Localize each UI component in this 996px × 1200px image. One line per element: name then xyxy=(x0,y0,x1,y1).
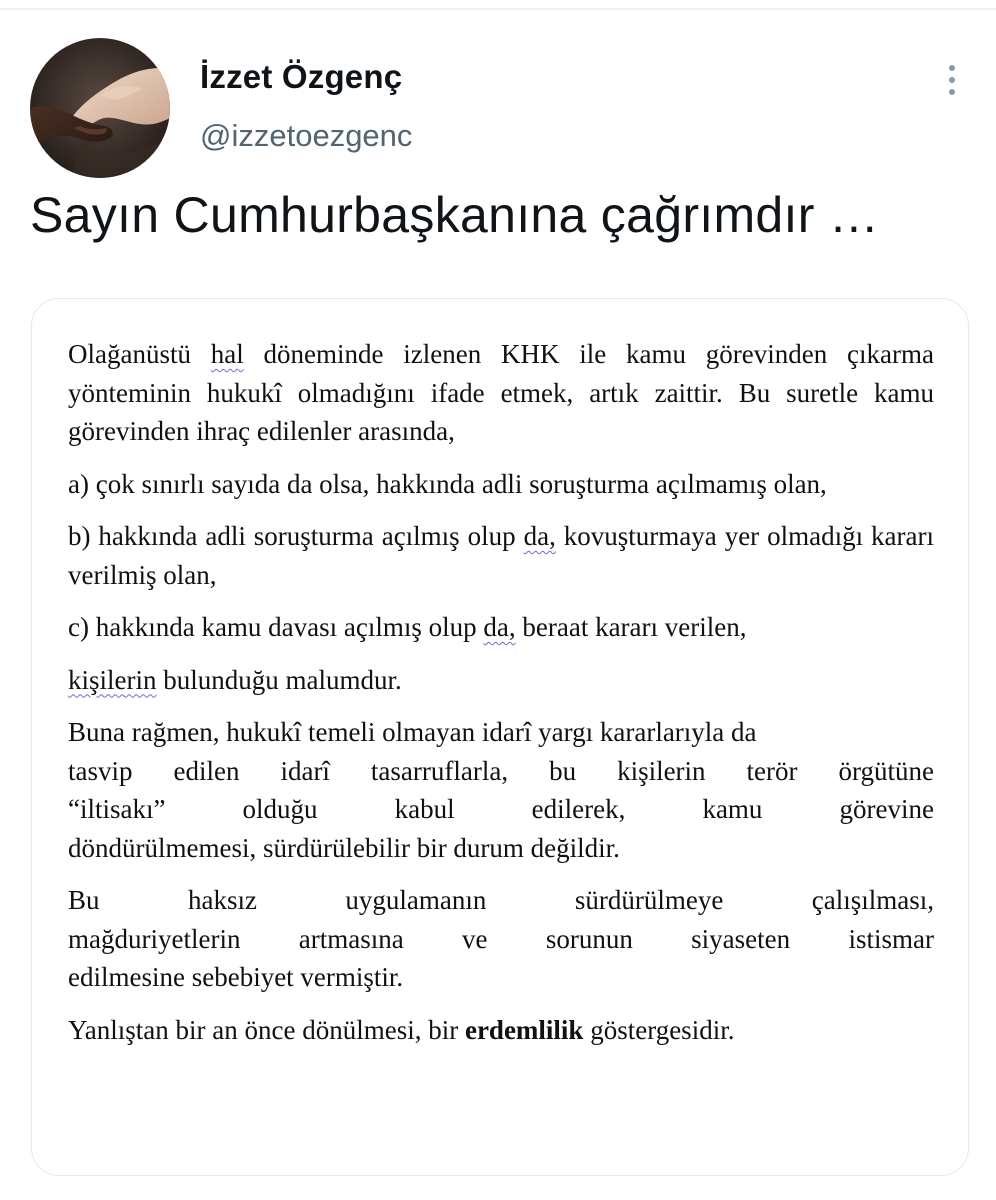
doc-word: örgütüne xyxy=(838,755,934,786)
tweet-text: Sayın Cumhurbaşkanına çağrımdır … xyxy=(30,187,880,243)
doc-text: Buna rağmen, hukukî temeli olmayan idarî yargı kararlarıyla da xyxy=(68,717,757,747)
doc-word: haksız xyxy=(187,885,257,915)
top-divider xyxy=(0,8,996,10)
doc-line xyxy=(68,790,934,829)
doc-text: edilmesine sebebiyet vermiştir. xyxy=(68,962,404,992)
doc-line xyxy=(68,920,934,959)
doc-text: kovuşturmaya yer olmadığı kararı verilmiş olan, xyxy=(68,521,934,590)
doc-word: ve xyxy=(462,923,488,954)
doc-word: kamu xyxy=(702,794,763,824)
doc-word: artmasına xyxy=(298,923,404,954)
more-vertical-icon xyxy=(949,65,955,71)
doc-word: olduğu xyxy=(242,794,318,824)
spellcheck-word: kişilerin xyxy=(68,664,157,695)
doc-text: bulunduğu malumdur. xyxy=(156,664,402,695)
doc-word: kişilerin xyxy=(617,755,706,786)
doc-word: tasarruflarla, xyxy=(370,755,509,786)
author-display-name[interactable]: İzzet Özgenç xyxy=(200,58,403,95)
doc-text: Yanlıştan bir an önce dönülmesi, bir xyxy=(68,1014,465,1045)
doc-text: b) hakkında adli soruşturma açılmış olup xyxy=(68,521,524,551)
doc-word: görevine xyxy=(839,794,934,824)
doc-paragraph-4 xyxy=(68,608,934,647)
doc-word: uygulamanın xyxy=(345,885,487,915)
spellcheck-word: da, xyxy=(483,612,516,642)
doc-line xyxy=(68,958,934,997)
doc-word: edilerek, xyxy=(531,794,626,824)
doc-word: idarî xyxy=(280,755,330,786)
doc-text: Olağanüstü xyxy=(68,339,211,369)
doc-paragraph-3 xyxy=(68,517,934,594)
doc-word: terör xyxy=(746,755,798,786)
doc-word: Bu xyxy=(68,885,100,915)
spellcheck-word: hal xyxy=(210,339,244,369)
doc-paragraph-1 xyxy=(68,335,934,451)
doc-word: “iltisakı” xyxy=(68,794,166,824)
more-options-button[interactable] xyxy=(930,58,974,102)
doc-text: göstergesidir. xyxy=(583,1014,735,1045)
doc-word: edilen xyxy=(173,755,240,786)
spellcheck-word: da, xyxy=(523,521,556,551)
author-handle[interactable]: @izzetoezgenc xyxy=(200,118,413,153)
avatar-image xyxy=(30,38,170,178)
doc-word: siyaseten xyxy=(691,923,791,954)
doc-word: istismar xyxy=(848,923,934,954)
doc-text: c) hakkında kamu davası açılmış olup xyxy=(68,612,484,642)
doc-paragraph-7 xyxy=(68,881,934,997)
doc-paragraph-8 xyxy=(68,1011,934,1050)
doc-text: beraat kararı verilen, xyxy=(515,612,747,642)
doc-text: döndürülmemesi, sürdürülebilir bir durum değildir. xyxy=(68,832,620,863)
doc-word: sorunun xyxy=(545,923,633,954)
more-vertical-icon-dot xyxy=(949,77,955,83)
doc-paragraph-2: a) çok sınırlı sayıda da olsa, hakkında adli soruşturma açılmamış olan, xyxy=(68,468,827,499)
doc-line xyxy=(68,829,934,868)
document-text xyxy=(68,335,934,1063)
doc-word: çalışılması, xyxy=(811,885,934,915)
doc-word: kabul xyxy=(394,794,455,824)
doc-paragraph-5 xyxy=(68,661,934,700)
more-vertical-icon-dot xyxy=(949,89,955,95)
doc-word: sürdürülmeye xyxy=(574,885,724,915)
doc-line xyxy=(68,713,934,752)
doc-word: bu xyxy=(549,755,577,786)
tweet-media-image[interactable] xyxy=(31,298,969,1176)
doc-word: tasvip xyxy=(68,755,133,786)
doc-paragraph-6 xyxy=(68,713,934,867)
avatar[interactable] xyxy=(30,38,170,178)
doc-line xyxy=(68,752,934,791)
doc-text: döneminde izlenen KHK ile kamu görevinden çıkarma yönteminin hukukî olmadığını ifade etmek, artık zaittir. Bu suretle kamu görevinden ihraç edilenler arasında, xyxy=(68,339,934,446)
doc-line xyxy=(68,881,934,920)
doc-bold-word: erdemlilik xyxy=(464,1014,584,1045)
doc-word: mağduriyetlerin xyxy=(68,923,241,954)
